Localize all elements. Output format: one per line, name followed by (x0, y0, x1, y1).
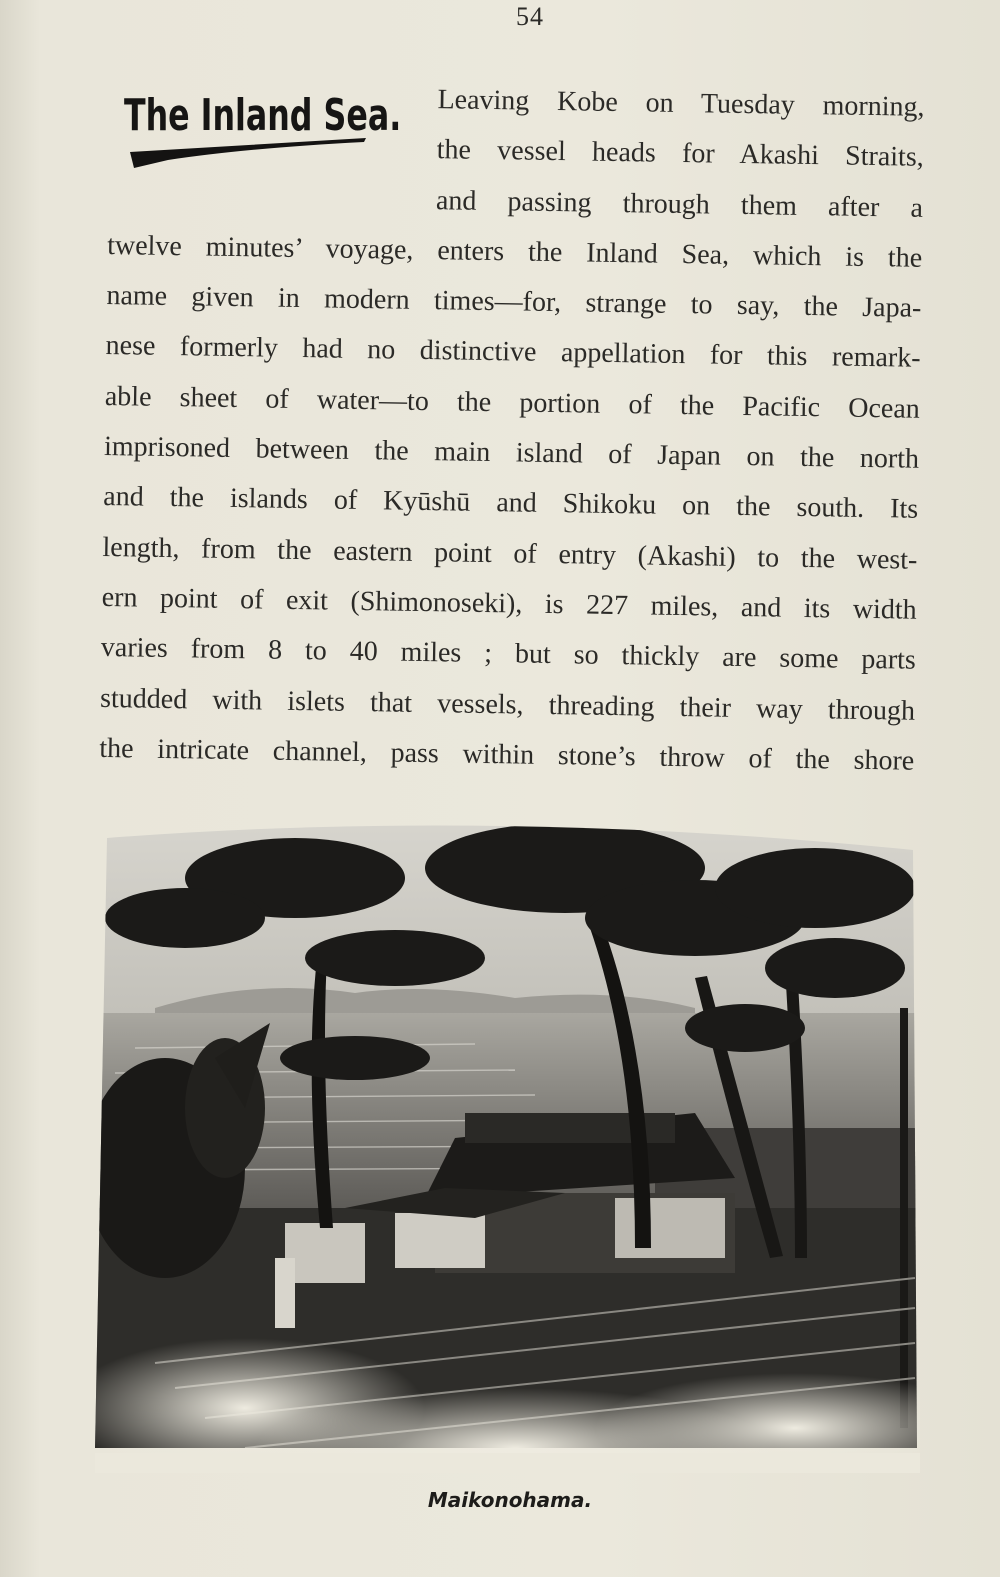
text-line: ern point of exit (Shimonoseki), is 227 miles, and its width (101, 581, 917, 626)
text-line: name given in modern times—for, strange to say, the Japa- (106, 280, 922, 324)
text-line: the vessel heads for Akashi Straits, (436, 134, 924, 174)
text-line: and passing through them after a (435, 184, 924, 224)
text-line: nese formerly had no distinctive appellation for this remark- (105, 330, 921, 375)
text-line: the intricate channel, pass within stone’s throw of the shore (99, 732, 915, 777)
text-line: studded with islets that vessels, threading their way through (99, 682, 916, 727)
text-line: twelve minutes’ voyage, enters the Inland Sea, which is the (107, 229, 923, 274)
text-line: length, from the eastern point of entry (Akashi) to the west- (102, 531, 918, 576)
photo-caption: Maikonohama. (427, 1488, 593, 1512)
text-line: varies from 8 to 40 miles ; but so thickly are some parts (100, 632, 917, 676)
halftone-photo-maikonohama (95, 808, 920, 1473)
text-line: able sheet of water—to the portion of the Pacific Ocean (104, 380, 921, 425)
body-text (99, 70, 925, 787)
text-line: Leaving Kobe on Tuesday morning, (437, 84, 925, 123)
page-number: 54 (516, 2, 544, 31)
text-line: imprisoned between the main island of Japan on the north (103, 431, 920, 475)
section-heading: The Inland Sea. (124, 90, 402, 141)
text-line: and the islands of Kyūshū and Shikoku on the south. Its (103, 481, 919, 526)
